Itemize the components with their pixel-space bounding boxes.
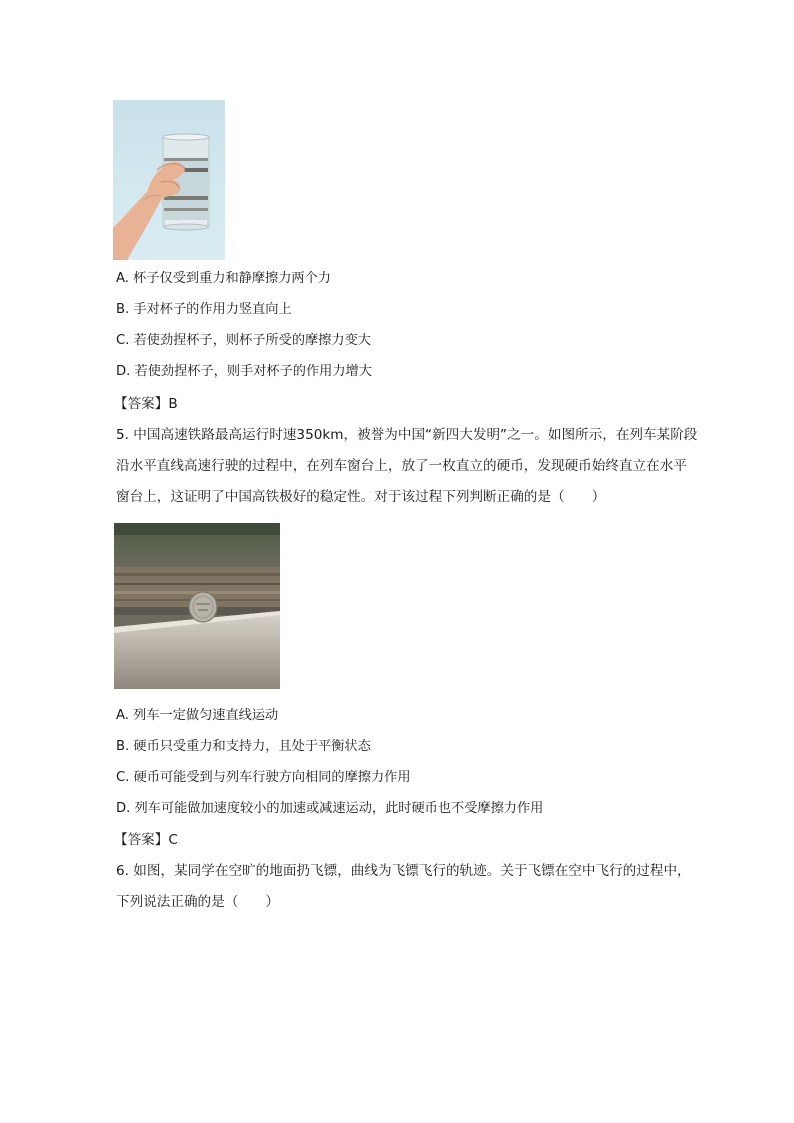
q5-stem-line-1: 5. 中国高速铁路最高运行时速350km，被誉为中国“新四大发明”之一。如图所示，在列车某阶段 xyxy=(116,427,698,443)
answer-value: C xyxy=(168,832,178,848)
answer-value: B xyxy=(168,396,178,412)
q5-option-a: A. 列车一定做匀速直线运动 xyxy=(116,708,279,723)
q4-option-b: B. 手对杯子的作用力竖直向上 xyxy=(116,302,292,317)
q5-stem-line-2: 沿水平直线高速行驶的过程中，在列车窗台上，放了一枚直立的硬币，发现硬币始终直立在水平 xyxy=(116,458,687,474)
glass-photo xyxy=(113,100,225,260)
q5-stem-line-3: 窗台上，这证明了中国高铁极好的稳定性。对于该过程下列判断正确的是（ ） xyxy=(116,489,606,505)
answer-label: 【答案】 xyxy=(114,396,169,412)
answer-label: 【答案】 xyxy=(114,832,169,848)
coin-on-windowsill-illustration xyxy=(114,523,280,689)
q5-option-c: C. 硬币可能受到与列车行驶方向相同的摩擦力作用 xyxy=(116,770,411,785)
q6-stem-line-1: 6. 如图，某同学在空旷的地面扔飞镖，曲线为飞镖飞行的轨迹。关于飞镖在空中飞行的过程中， xyxy=(116,863,691,879)
q4-option-c: C. 若使劲捏杯子，则杯子所受的摩擦力变大 xyxy=(116,333,371,348)
q4-answer xyxy=(114,395,178,413)
q5-option-b: B. 硬币只受重力和支持力，且处于平衡状态 xyxy=(116,739,371,754)
q5-option-d: D. 列车可能做加速度较小的加速或减速运动，此时硬币也不受摩擦力作用 xyxy=(116,801,544,816)
q6-stem-line-2: 下列说法正确的是（ ） xyxy=(116,894,280,910)
q5-answer xyxy=(114,831,178,849)
q4-option-a: A. 杯子仅受到重力和静摩擦力两个力 xyxy=(116,271,331,286)
q4-option-d: D. 若使劲捏杯子，则手对杯子的作用力增大 xyxy=(116,364,372,379)
train-window-coin-photo xyxy=(114,523,280,689)
hand-holding-glass-illustration xyxy=(113,100,225,260)
